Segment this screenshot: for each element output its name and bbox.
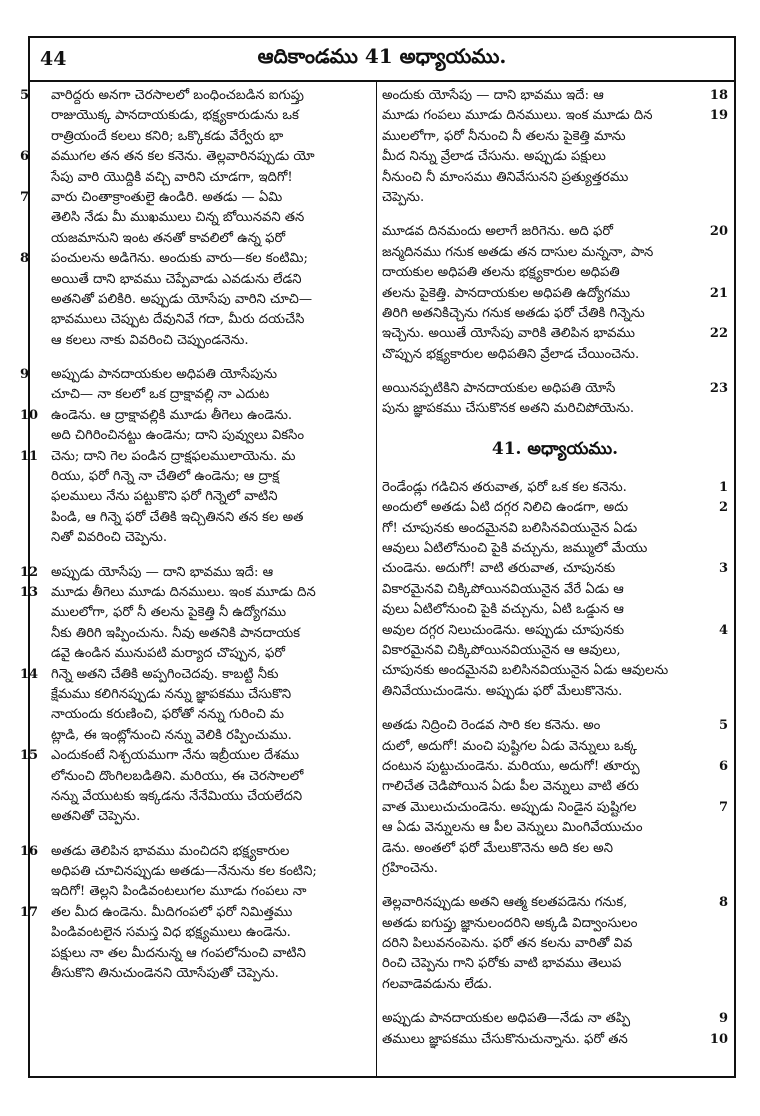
line-text: చూచి— నా కలలో ఒక ద్రాక్షావల్లి నా ఎదుట xyxy=(51,387,270,403)
text-line xyxy=(34,168,372,188)
paragraph xyxy=(382,222,728,365)
text-line xyxy=(382,975,728,995)
line-text: ఇచ్చెను. అయితే యోసేపు వారికి తెలిపిన భావము xyxy=(382,326,635,342)
text-line xyxy=(34,882,372,902)
text-line xyxy=(382,168,728,188)
text-line xyxy=(382,914,728,934)
verse-number: 4 xyxy=(718,622,728,638)
text-line xyxy=(20,188,372,208)
text-line xyxy=(382,580,728,600)
verse-number: 9 xyxy=(718,1011,728,1027)
line-text: వులు ఏటిలోనుంచి పైకి వచ్చును, ఏటి ఒడ్డున ఆ xyxy=(382,602,624,618)
line-text: ఆ ఏడు వెన్నులను ఆ పీల వెన్నులు మింగివేయుచుం xyxy=(382,820,643,836)
line-text: క్షేమము కలిగినప్పుడు నన్ను జ్ఞాపకము చేసుకొని xyxy=(51,686,292,702)
text-line xyxy=(34,807,372,827)
verse-number: 9 xyxy=(20,367,30,383)
text-line xyxy=(382,243,728,263)
line-text: గిన్నె అతని చేతికి అప్పగించెదవు. కాబట్టి నీకు xyxy=(51,666,279,682)
text-line xyxy=(382,934,728,954)
line-text: ట్లాడి, ఈ ఇంట్లోనుంచి నన్ను వెలికి రప్పించుము. xyxy=(51,727,292,743)
text-line xyxy=(20,447,372,467)
text-line xyxy=(20,365,372,385)
text-line xyxy=(382,893,728,913)
text-line xyxy=(20,746,372,766)
text-line xyxy=(34,862,372,882)
line-text: అందులో అతడు ఏటి దగ్గర నిలిచి ఉండగా, అదు xyxy=(382,500,629,516)
line-text: చూపునకు అందమైనవి బలిసినవియునైన ఏడు ఆవులను xyxy=(382,663,669,679)
line-text: దులో, అదుగో! మంచి పుష్టిగల ఏడు వెన్నులు ఒక్క xyxy=(382,738,638,754)
line-text: పిండి, ఆ గిన్నె ఫరో చేతికి ఇచ్చితినని తన కల అత xyxy=(51,509,304,525)
line-text: రాత్రియందే కలలు కనిరి; ఒక్కొకడు వేర్వేరు భా xyxy=(51,128,284,144)
text-line xyxy=(34,787,372,807)
verse-number: 7 xyxy=(718,799,728,815)
text-line xyxy=(382,737,728,757)
paragraph xyxy=(382,1009,728,1050)
verse-number: 17 xyxy=(20,904,39,920)
line-text: నన్ను వేయుటకు ఇక్కడను నేనేమియు చేయలేదని xyxy=(51,788,303,804)
text-line xyxy=(20,563,372,583)
text-line xyxy=(34,944,372,964)
line-text: చుండెను. అదుగో! వాటి తరువాత, చూపునకు xyxy=(382,561,616,577)
text-line xyxy=(382,641,728,661)
text-line xyxy=(20,665,372,685)
text-line xyxy=(382,86,728,106)
paragraph xyxy=(20,86,372,351)
line-text: తెలిసి నేడు మీ ముఖములు చిన్న బోయినవని తన xyxy=(51,210,305,226)
line-text: డెను. అంతలో ఫరో మేలుకొనెను అది కల అని xyxy=(382,840,613,856)
paragraph-gap xyxy=(34,828,372,842)
text-line xyxy=(382,661,728,681)
line-text: ములలోగా, ఫరో నీ తలను పైకెత్తి నీ ఉద్యోగము xyxy=(51,605,287,621)
text-line xyxy=(34,923,372,943)
text-line xyxy=(382,621,728,641)
line-text: ఉండెను. ఆ ద్రాక్షావల్లికి మూడు తీగెలు ఉండెను. xyxy=(51,407,293,423)
line-text: తిరిగి అతనికిచ్చెను గనుక అతడు ఫరో చేతికి గిన్నెను xyxy=(382,305,645,321)
text-line xyxy=(34,528,372,548)
line-text: తలను పైకెత్తి. పానదాయకుల అధిపతి ఉద్యోగము xyxy=(382,285,631,301)
line-text: పును జ్ఞాపకము చేసుకొనక అతని మరిచిపోయెను. xyxy=(382,401,635,417)
text-line xyxy=(382,345,728,365)
verse-number: 6 xyxy=(718,758,728,774)
line-text: వికారమైనవి చిక్కిపోయినవియునైన ఆ ఆవులు, xyxy=(382,642,621,658)
text-line xyxy=(20,583,372,603)
line-text: అది చిగిరించినట్టు ఉండెను; దాని పువ్వులు వికసిం xyxy=(51,428,305,444)
line-text: మూడు తీగెలు మూడు దినములు. ఇంక మూడు దిన xyxy=(51,584,316,600)
text-line xyxy=(34,964,372,984)
running-title: ఆదికాండము 41 అధ్యాయము. xyxy=(257,44,507,68)
text-line xyxy=(382,757,728,777)
verse-number: 16 xyxy=(20,843,39,859)
line-text: మూడవ దినమందు అలాగే జరిగెను. అది ఫరో xyxy=(382,224,613,240)
text-line xyxy=(34,726,372,746)
text-line xyxy=(20,842,372,862)
paragraph-gap xyxy=(382,464,728,478)
paragraph xyxy=(20,563,372,828)
paragraph-gap xyxy=(382,995,728,1009)
right-column xyxy=(382,86,728,1050)
line-text: మూడు గంపలు మూడు దినములు. ఇంక మూడు దిన xyxy=(382,108,653,124)
line-text: రియు, ఫరో గిన్నె నా చేతిలో ఉండెను; ఆ ద్రాక్ష xyxy=(51,469,280,485)
text-line xyxy=(382,600,728,620)
text-line xyxy=(34,310,372,330)
line-text: నీనుంచి నీ మాంసము తినివేసునని ప్రత్యుత్తరము xyxy=(382,169,629,185)
verse-number: 13 xyxy=(20,584,39,600)
line-text: వారు చింతాక్రాంతులై ఉండిరి. అతడు — ఏమి xyxy=(51,189,283,205)
paragraph xyxy=(382,86,728,208)
text-line xyxy=(34,106,372,126)
line-text: తల మీద ఉండెను. మీదిగంపలో ఫరో నిమిత్తము xyxy=(51,904,293,920)
verse-number: 8 xyxy=(20,251,30,267)
line-text: రెండేండ్లు గడిచిన తరువాత, ఫరో ఒక కల కనెను. xyxy=(382,479,627,495)
line-text: అయినప్పటికిని పానదాయకుల అధిపతి యోసే xyxy=(382,381,616,397)
line-text: అతడు తెలిపిన భావము మంచిదని భక్ష్యకారుల xyxy=(51,843,290,859)
line-text: మీద నిన్ను వ్రేలాడ చేసును. అప్పుడు పక్షులు xyxy=(382,149,606,165)
line-text: అతడు ఐగుప్తు జ్ఞానులందరిని అక్కడి విద్వాంసులం xyxy=(382,915,638,931)
line-text: అందుకు యోసేపు — దాని భావము ఇదే: ఆ xyxy=(382,88,604,103)
text-line xyxy=(382,498,728,518)
text-line xyxy=(382,682,728,702)
line-text: నీకు తిరిగి ఇప్పించును. నీవు అతనికి పానదాయక xyxy=(51,625,301,641)
line-text: ఫలములు నేను పట్టుకొని ఫరో గిన్నెలో వాటిని xyxy=(51,489,278,505)
verse-number: 12 xyxy=(20,564,39,580)
text-line xyxy=(382,716,728,736)
verse-number: 6 xyxy=(20,149,30,165)
text-line xyxy=(34,508,372,528)
text-line xyxy=(34,290,372,310)
text-line xyxy=(382,106,728,126)
line-text: అతడు నిద్రించి రెండవ సారి కల కనెను. అం xyxy=(382,718,601,734)
line-text: జన్మదినము గనుక అతడు తన దాసుల మన్ననా, పాన xyxy=(382,244,654,260)
line-text: చెను; దాని గెల పండిన ద్రాక్షఫలములాయెను. మ xyxy=(51,448,296,464)
page-number: 44 xyxy=(40,48,67,70)
line-text: అప్పుడు పానదాయకుల అధిపతి యోసేపును xyxy=(51,367,278,383)
verse-number: 20 xyxy=(709,224,728,240)
verse-number: 5 xyxy=(718,718,728,734)
text-line xyxy=(382,1030,728,1050)
text-line xyxy=(382,859,728,879)
line-text: గాలిచేత చెడిపోయిన ఏడు పీల వెన్నులు వాటి తరు xyxy=(382,779,639,795)
text-line xyxy=(382,263,728,283)
text-line xyxy=(34,270,372,290)
text-line xyxy=(34,603,372,623)
text-line xyxy=(34,467,372,487)
text-line xyxy=(382,519,728,539)
verse-number: 22 xyxy=(709,326,728,342)
line-text: తములు జ్ఞాపకము చేసుకొనుచున్నాను. ఫరో తన xyxy=(382,1031,628,1047)
line-text: భావములు చెప్పుట దేవునివే గదా, మీరు దయచేసి xyxy=(51,312,305,328)
text-line xyxy=(382,379,728,399)
text-line xyxy=(382,188,728,208)
line-text: రాజుయొక్క పానదాయకుడు, భక్ష్యకారుడును ఒక xyxy=(51,108,299,124)
line-text: యజమానుని ఇంట తనతో కావలిలో ఉన్న ఫరో xyxy=(51,230,286,246)
text-line xyxy=(20,86,372,106)
line-text: గో! చూపునకు అందమైనవి బలిసినవియునైన ఏడు xyxy=(382,520,638,536)
verse-number: 5 xyxy=(20,88,30,103)
paragraph-gap xyxy=(382,365,728,379)
line-text: నాయందు కరుణించి, ఫరోతో నన్ను గురించి మ xyxy=(51,707,285,723)
text-line xyxy=(34,426,372,446)
text-line xyxy=(382,324,728,344)
verse-number: 8 xyxy=(718,895,728,911)
line-text: అవుల దగ్గర నిలుచుండెను. అప్పుడు చూపునకు xyxy=(382,622,625,638)
text-line xyxy=(382,818,728,838)
line-text: ఇదిగో! తెల్లని పిండివంటలుగల మూడు గంపలు నా xyxy=(51,884,307,900)
chapter-heading: 41. అధ్యాయము. xyxy=(491,438,619,459)
line-text: వారిద్దరు అనగా చెరసాలలో బంధించబడిన ఐగుప్తు xyxy=(51,88,304,103)
line-text: వముగల తన తన కల కనెను. తెల్లవారినప్పుడు యో xyxy=(51,149,315,165)
line-text: ఎందుకంటే నిశ్చయముగా నేను ఇబ్రీయుల దేశము xyxy=(51,748,300,764)
line-text: పంచులను అడిగెను. అందుకు వారు—కల కంటిమి; xyxy=(51,251,308,267)
line-text: తీసుకొని తినుచుండెనని యోసేపుతో చెప్పెను. xyxy=(51,966,279,982)
text-line xyxy=(382,147,728,167)
line-text: దాయకుల అధిపతి తలను భక్ష్యకారుల అధిపతి xyxy=(382,265,620,281)
text-line xyxy=(34,229,372,249)
line-text: నితో వివరించి చెప్పెను. xyxy=(51,530,168,546)
text-line xyxy=(382,839,728,859)
line-text: అధిపతి చూచినప్పుడు అతడు—నేనును కల కంటిని; xyxy=(51,864,317,880)
paragraph xyxy=(382,478,728,702)
line-text: తెల్లవారినప్పుడు అతని ఆత్మ కలతపడెను గనుక, xyxy=(382,895,628,911)
text-line xyxy=(34,624,372,644)
text-line xyxy=(34,331,372,351)
paragraph xyxy=(20,842,372,985)
text-line xyxy=(382,478,728,498)
line-text: గ్రహించెను. xyxy=(382,860,438,876)
line-text: గలవాడెవడును లేడు. xyxy=(382,976,493,992)
text-line xyxy=(382,222,728,242)
line-text: పిండివంటలైన సమస్త విధ భక్ష్యములు ఉండెను. xyxy=(51,925,291,941)
text-line xyxy=(382,559,728,579)
text-line xyxy=(34,705,372,725)
paragraph-gap xyxy=(34,351,372,365)
line-text: దరిని పిలువనంపెను. ఫరో తన కలను వారితో వివ xyxy=(382,936,633,952)
verse-number: 3 xyxy=(718,561,728,577)
line-text: అయితే దాని భావము చెప్పేవాడు ఎవడును లేడని xyxy=(51,271,302,287)
line-text: డవై ఉండిన మునుపటి మర్యాద చొప్పున, ఫరో xyxy=(51,646,286,662)
text-line xyxy=(20,249,372,269)
text-line xyxy=(34,385,372,405)
paragraph xyxy=(382,716,728,879)
verse-number: 1 xyxy=(718,479,728,495)
line-text: ఆవులు ఏటిలోనుంచి పైకి వచ్చును, జమ్ములో మేయు xyxy=(382,541,648,557)
line-text: అతనితో పలికిరి. అప్పుడు యోసేపు వారిని చూచి— xyxy=(51,291,313,307)
verse-number: 14 xyxy=(20,666,39,682)
paragraph xyxy=(20,365,372,549)
text-line xyxy=(382,539,728,559)
verse-number: 23 xyxy=(709,381,728,397)
line-text: సేపు వారి యొద్దికి వచ్చి వారిని చూడగా, ఇదిగో! xyxy=(51,169,293,185)
line-text: అతనితో చెప్పెను. xyxy=(51,809,141,825)
verse-number: 18 xyxy=(709,88,728,103)
line-text: అప్పుడు పానదాయకుల అధిపతి—నేడు నా తప్పి xyxy=(382,1011,631,1027)
line-text: చెప్పెను. xyxy=(382,189,425,205)
paragraph-gap xyxy=(382,420,728,434)
verse-number: 10 xyxy=(709,1031,728,1047)
paragraph xyxy=(382,893,728,995)
verse-number: 15 xyxy=(20,748,39,764)
line-text: ములలోగా, ఫరో నీనుంచి నీ తలను పైకెత్తి మాను xyxy=(382,128,626,144)
text-line xyxy=(382,1009,728,1029)
text-line xyxy=(20,147,372,167)
text-line xyxy=(20,406,372,426)
paragraph-gap xyxy=(382,879,728,893)
verse-number: 19 xyxy=(709,108,728,124)
line-text: రించి చెప్పెను గాని ఫరోకు వాటి భావము తెలుప xyxy=(382,956,622,972)
text-line xyxy=(34,685,372,705)
line-text: తినివేయుచుండెను. అప్పుడు ఫరో మేలుకొనెను. xyxy=(382,683,623,699)
line-text: అప్పుడు యోసేపు — దాని భావము ఇదే: ఆ xyxy=(51,564,274,580)
line-text: వికారమైనవి చిక్కిపోయినవియునైన వేరే ఏడు ఆ xyxy=(382,581,624,597)
text-line xyxy=(34,127,372,147)
text-line xyxy=(382,777,728,797)
text-line xyxy=(34,487,372,507)
text-line xyxy=(34,644,372,664)
line-text: వాత మొలుచుచుండెను. అప్పుడు నిండైన పుష్టిగల xyxy=(382,799,637,815)
verse-number: 21 xyxy=(709,285,728,301)
page-header xyxy=(28,36,736,82)
line-text: పక్షులు నా తల మీదనున్న ఆ గంపలోనుంచి వాటిని xyxy=(51,945,306,961)
text-line xyxy=(20,903,372,923)
line-text: లోనుంచి దొంగిలబడితిని. మరియు, ఈ చెరసాలలో xyxy=(51,768,304,784)
text-line xyxy=(34,208,372,228)
line-text: చొప్పున భక్ష్యకారుల అధిపతిని వ్రేలాడ చేయించెను. xyxy=(382,346,640,362)
paragraph-gap xyxy=(382,208,728,222)
text-line xyxy=(382,284,728,304)
text-line xyxy=(382,127,728,147)
verse-number: 2 xyxy=(718,500,728,516)
line-text: ఆ కలలు నాకు వివరించి చెప్పుండనెను. xyxy=(51,332,249,348)
column-divider xyxy=(376,82,377,1078)
text-line xyxy=(382,304,728,324)
text-line xyxy=(382,399,728,419)
left-column xyxy=(20,86,372,984)
verse-number: 11 xyxy=(20,448,39,464)
paragraph-gap xyxy=(382,702,728,716)
text-line xyxy=(34,767,372,787)
paragraph-gap xyxy=(34,549,372,563)
verse-number: 7 xyxy=(20,189,30,205)
line-text: దంటున పుట్టుచుండెను. మరియు, అదుగో! తూర్పు xyxy=(382,758,640,774)
text-line xyxy=(382,954,728,974)
verse-number: 10 xyxy=(20,407,39,423)
text-line xyxy=(382,798,728,818)
paragraph xyxy=(382,379,728,420)
